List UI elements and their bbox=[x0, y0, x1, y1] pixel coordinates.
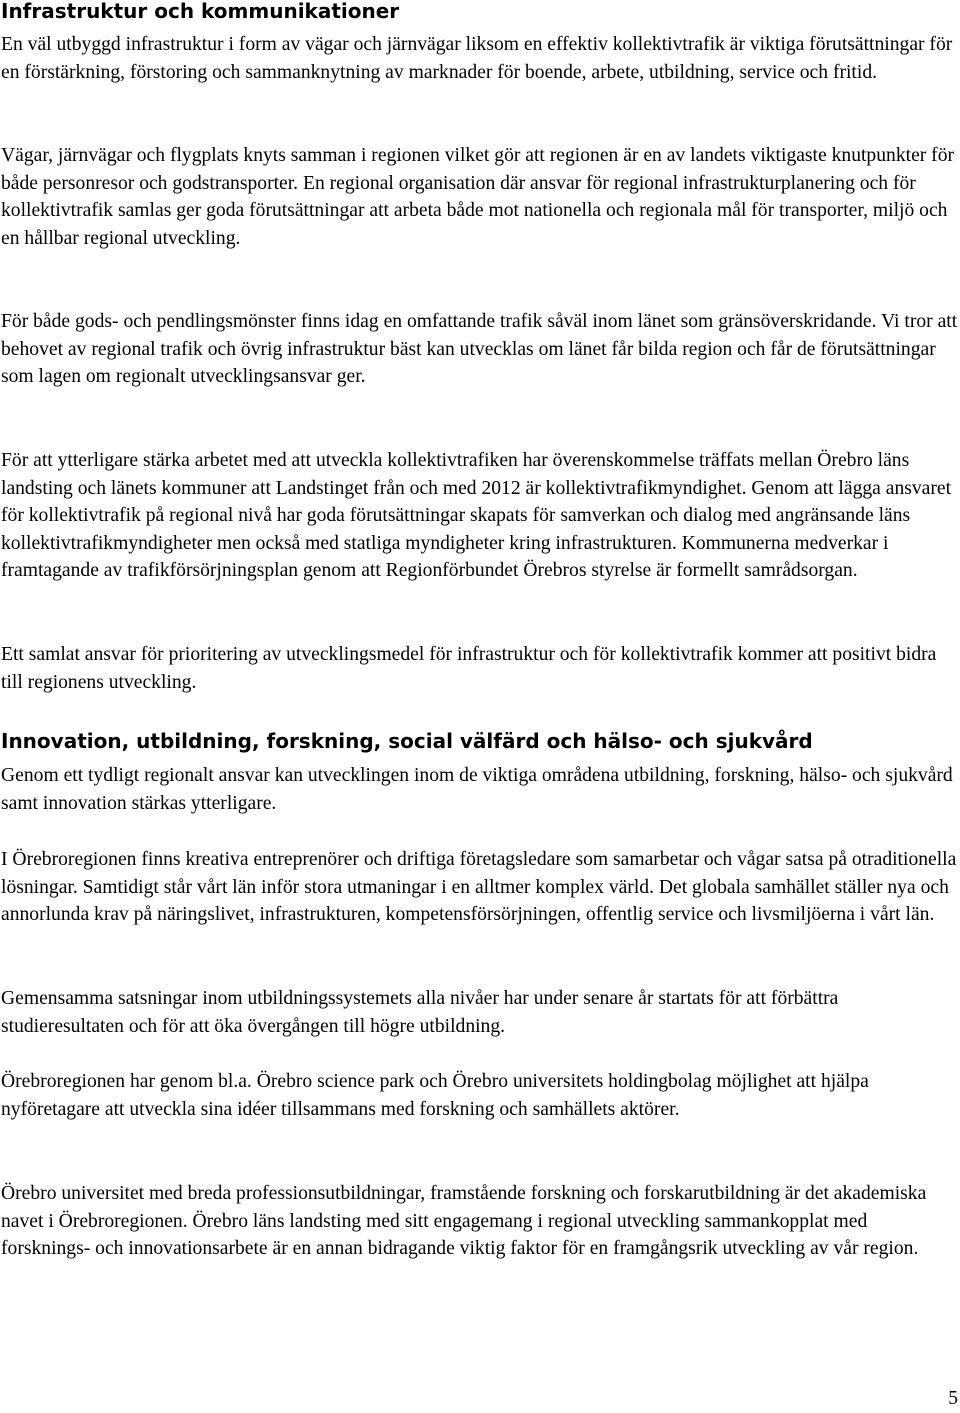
paragraph: För att ytterligare stärka arbetet med att utveckla kollektivtrafiken har överenskommelse träffats mellan Örebro läns landsting och länets kommuner att Landstinget från och med 2012 är kollektivtrafikmyndighet. Genom att lägga ansvaret för kollektivtrafik på regional nivå har goda förutsättningar skapats för samverkan och dialog med angränsande läns kollektivtrafikmyndigheter men också med statliga myndigheter kring infrastrukturen. Kommunerna medverkar i framtagande av trafikförsörjningsplan genom att Regionförbundet Örebros styrelse är formellt samrådsorgan. bbox=[1, 450, 952, 582]
paragraph: Vägar, järnvägar och flygplats knyts samman i regionen vilket gör att regionen är en av landets viktigaste knutpunkter för både personresor och godstransporter. En regional organisation där ansvar för regional infrastrukturplanering och för kollektivtrafik samlas ger goda förutsättningar att arbeta både mot nationella och regionala mål för transporter, miljö och en hållbar regional utveckling. bbox=[1, 145, 955, 249]
section-heading-innovation: Innovation, utbildning, forskning, social välfärd och hälso- och sjukvård bbox=[1, 729, 813, 753]
paragraph: Genom ett tydligt regionalt ansvar kan utvecklingen inom de viktiga områdena utbildning, forskning, hälso- och sjukvård samt innovation stärkas ytterligare. bbox=[1, 765, 953, 814]
page-number: 5 bbox=[948, 1388, 958, 1409]
paragraph: Ett samlat ansvar för prioritering av utvecklingsmedel för infrastruktur och för kollektivtrafik kommer att positivt bidra till regionens utveckling. bbox=[1, 644, 937, 693]
paragraph: I Örebroregionen finns kreativa entreprenörer och driftiga företagsledare som samarbetar och vågar satsa på otraditionella lösningar. Samtidigt står vårt län inför stora utmaningar i en alltmer komplex värld. Det globala samhället ställer nya och annorlunda krav på näringslivet, infrastrukturen, kompetensförsörjningen, offentlig service och livsmiljöerna i vårt län. bbox=[1, 849, 957, 926]
paragraph: För både gods- och pendlingsmönster finns idag en omfattande trafik såväl inom länet som gränsöverskridande. Vi tror att behovet av regional trafik och övrig infrastruktur bäst kan utvecklas om länet får bilda region och får de förutsättningar som lagen om regionalt utvecklingsansvar ger. bbox=[1, 311, 958, 388]
paragraph: Gemensamma satsningar inom utbildningssystemets alla nivåer har under senare år startats för att förbättra studieresultaten och för att öka övergången till högre utbildning. bbox=[1, 988, 839, 1037]
paragraph: Örebroregionen har genom bl.a. Örebro science park och Örebro universitets holdingbolag möjlighet att hjälpa nyföretagare att utveckla sina idéer tillsammans med forskning och samhällets aktörer. bbox=[1, 1071, 869, 1120]
paragraph: En väl utbyggd infrastruktur i form av vägar och järnvägar liksom en effektiv kollektivtrafik är viktiga förutsättningar för en förstärkning, förstoring och sammanknytning av marknader för boende, arbete, utbildning, service och fritid. bbox=[1, 34, 953, 83]
paragraph: Örebro universitet med breda professionsutbildningar, framstående forskning och forskarutbildning är det akademiska navet i Örebroregionen. Örebro läns landsting med sitt engagemang i regional utveckling sammankopplat med forsknings- och innovationsarbete är en annan bidragande viktig faktor för en framgångsrik utveckling av vår region. bbox=[1, 1183, 927, 1260]
section-heading-infrastructure: Infrastruktur och kommunikationer bbox=[1, 0, 400, 23]
